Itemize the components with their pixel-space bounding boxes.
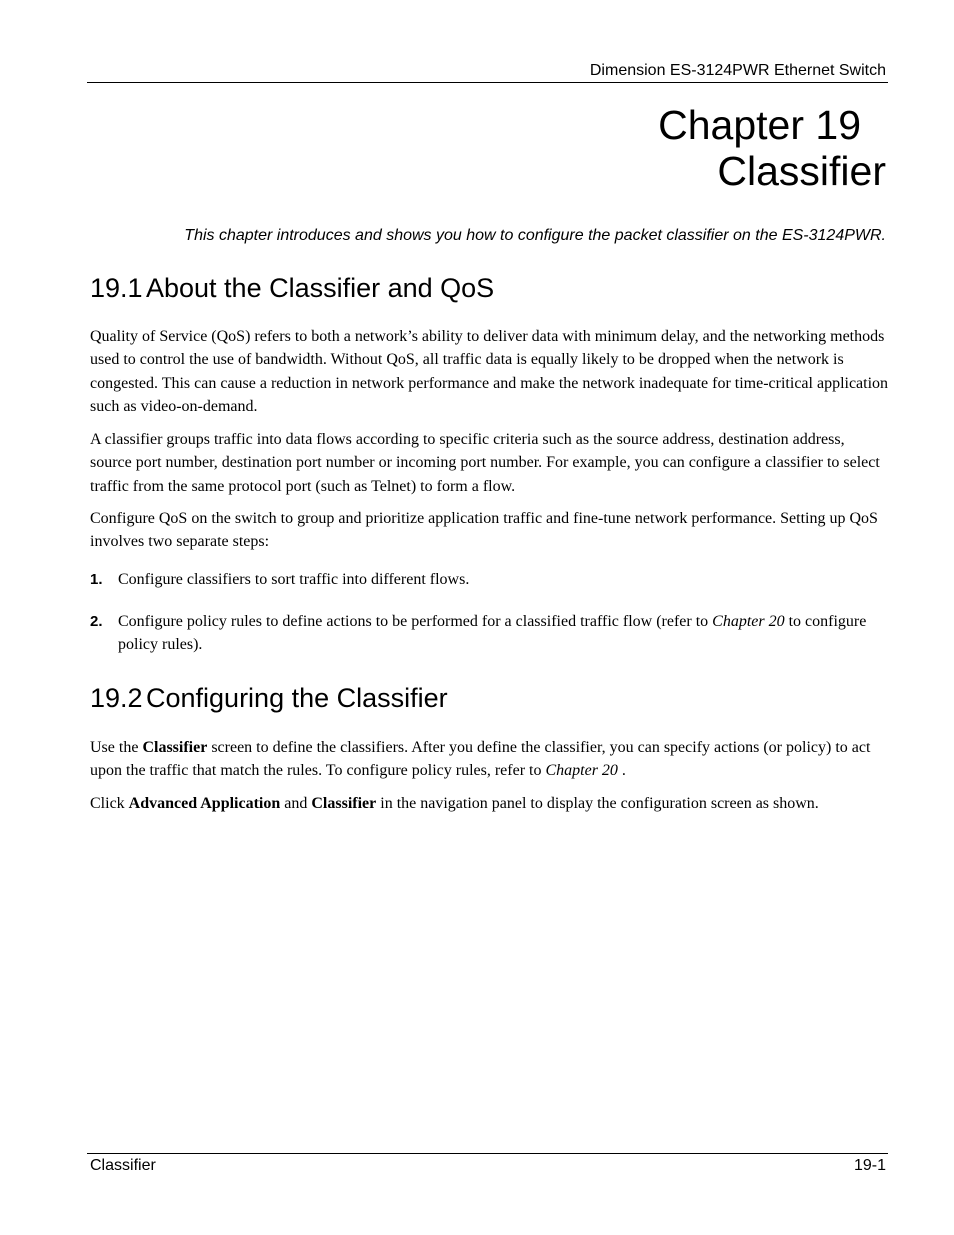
text-part: Use the: [90, 739, 143, 756]
text-part: Click: [90, 795, 129, 812]
paragraph-classifier-definition: A classifier groups traffic into data flows according to specific criteria such as the source address, destination address, source port number, destination port number or incoming port number. For example, you can configure a classifier to select traffic from the same protocol port (such as Telnet) to form a flow.: [90, 431, 880, 495]
advanced-application-term: Advanced Application: [128, 795, 281, 812]
step-number: 1.: [90, 571, 103, 588]
chapter-intro: This chapter introduces and shows you how to configure the packet classifier on the ES-3124PWR.: [184, 227, 886, 244]
text-part: and: [280, 795, 312, 812]
chapter-title: [658, 102, 886, 194]
text-part: .: [617, 762, 626, 780]
section-title: About the Classifier and QoS: [146, 273, 495, 303]
classifier-term: Classifier: [142, 739, 208, 756]
step-text-part: Configure policy rules to define actions to be performed for a classified traffic flow (refer to: [118, 613, 713, 630]
paragraph-qos-definition: Quality of Service (QoS) refers to both a network’s ability to deliver data with minimum delay, and the networking methods used to control the use of bandwidth. Without QoS, all traffic data is equally likely to be dropped when the network is congested. This can cause a reduction in network performance and make the network inadequate for time-critical application such as video-on-demand.: [90, 328, 889, 416]
chapter-name: Classifier: [717, 148, 886, 194]
classifier-term: Classifier: [311, 795, 377, 812]
section-number: 19.1: [90, 273, 143, 303]
list-item: [90, 610, 890, 657]
paragraph-classifier-screen: [90, 736, 890, 783]
step-text: [118, 610, 890, 657]
list-item: [90, 568, 890, 591]
section-number: 19.2: [90, 683, 143, 713]
section-heading-19-2: [90, 682, 448, 714]
paragraph-navigation: [90, 792, 890, 815]
section-heading-19-1: [90, 272, 494, 304]
paragraph-qos-steps-intro: Configure QoS on the switch to group and prioritize application traffic and fine-tune network performance. Setting up QoS involves two separate steps:: [90, 510, 878, 551]
section-title: Configuring the Classifier: [146, 683, 448, 713]
page-number: 19-1: [853, 1157, 886, 1174]
chapter-number: Chapter 19: [658, 102, 861, 148]
footer-chapter-name: Classifier: [90, 1157, 156, 1174]
text-part: screen to define the classifiers. After you define the classifier, you can specify actions (or policy) to act upon the traffic that match the rules. To configure policy rules, refer to: [90, 739, 871, 780]
step-text: Configure classifiers to sort traffic into different flows.: [118, 571, 470, 588]
running-header: Dimension ES-3124PWR Ethernet Switch: [589, 62, 886, 79]
chapter-20-link[interactable]: Chapter 20: [712, 613, 785, 630]
footer-rule: [87, 1153, 888, 1154]
step-text-part: to configure policy rules).: [118, 613, 867, 654]
step-number: 2.: [90, 613, 103, 630]
chapter-20-link[interactable]: Chapter 20: [545, 762, 618, 780]
text-part: in the navigation panel to display the configuration screen as shown.: [376, 795, 819, 812]
header-rule: [87, 82, 888, 83]
